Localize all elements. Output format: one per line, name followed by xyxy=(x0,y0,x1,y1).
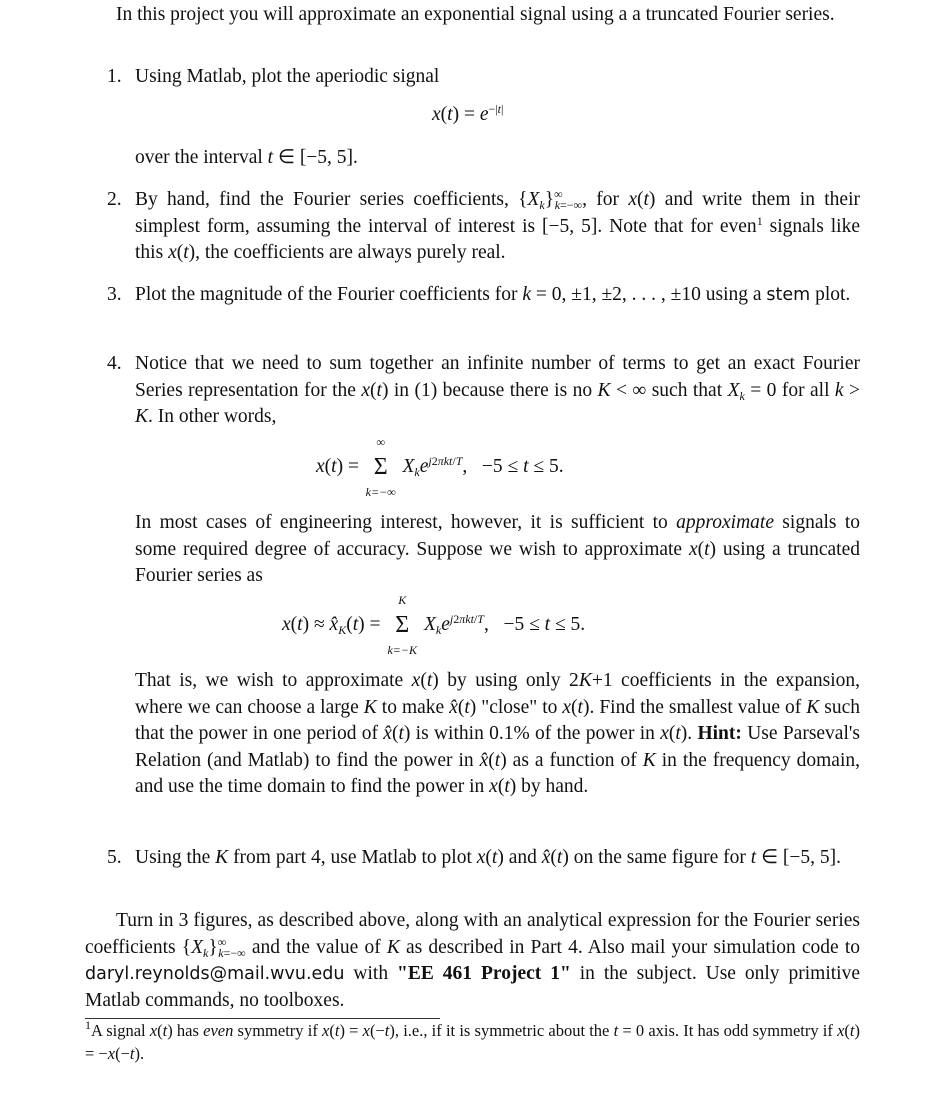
email-address[interactable]: daryl.reynolds@mail.wvu.edu xyxy=(85,964,345,985)
intro-text: In this project you will approximate an exponential signal using a a truncated Fourier series. xyxy=(116,4,835,25)
footnote-mark: 1 xyxy=(85,1018,91,1032)
item-number: 4. xyxy=(107,353,122,374)
equation-infinite-series: x(t) = ∞ Σ k=−∞ $X_ke^{j2\pi kt/T}$, −5 ≤ t ≤ 5. xyxy=(316,435,564,499)
footnote-rule xyxy=(85,1018,440,1019)
item-text: Using Matlab, plot the aperiodic signal xyxy=(135,66,440,87)
equation-signal: $x(t) = e^{-|t|}$ xyxy=(432,102,504,125)
closing-paragraph: Turn in 3 figures, as described above, along with an analytical expression for the Fourier series coefficients $\{X_k\}^\infty_{k=-\infty}$ and the value of K as described in Part 4. Also mail your simulation code to daryl.reynolds@mail.wvu.edu with "EE 461 Project 1" in the subject. Use only primitive Matlab commands, no toolboxes. xyxy=(85,910,860,1011)
emphasis-approximate: approximate xyxy=(676,512,774,533)
email-subject: "EE 461 Project 1" xyxy=(397,963,571,985)
equation-truncated-series: $x(t) \approx x̂_K(t)$ = K Σ k=−K $X_ke^{j2\pi kt/T}$, −5 ≤ t ≤ 5. xyxy=(282,593,586,657)
item-1-continuation: over the interval t ∈ [−5, 5]. xyxy=(135,147,358,168)
list-item-2: 2. By hand, find the Fourier series coefficients, $\{X_k\}^\infty_{k=-\infty}$, for x(t) and write them in their simplest form, assuming the interval of interest is [−5, 5]. Note that for even$^1$ signals like this x(t), the coefficients are always purely real. xyxy=(107,187,861,264)
item-4-paragraph-3: That is, we wish to approximate x(t) by using only 2K+1 coefficients in the expansion, where we can choose a large K to make x̂(t) "close" to x(t). Find the smallest value of K such that the power in one period of x̂(t) is within 0.1% of the power in x(t). Hint: Use Parseval's Relation (and Matlab) to find the power in x̂(t) as a function of K in the frequency domain, and use the time domain to find the power in x(t) by hand. xyxy=(135,670,861,798)
emphasis-even: even xyxy=(203,1021,234,1040)
item-4-paragraph-2: In most cases of engineering interest, however, it is sufficient to approximate signals to some required degree of accuracy. Suppose we wish to approximate x(t) using a truncated Fourier series as xyxy=(135,512,860,587)
hint-label: Hint: xyxy=(697,723,742,745)
list-item-1 xyxy=(107,64,860,91)
stem-code-word: stem xyxy=(766,285,811,305)
item-number: 3. xyxy=(107,284,122,305)
list-item-5: 5. Using the K from part 4, use Matlab to plot x(t) and x̂(t) on the same figure for t ∈ [−5, 5]. xyxy=(135,845,860,872)
item-number: 1. xyxy=(107,66,122,87)
item-number: 5. xyxy=(107,847,122,868)
item-number: 2. xyxy=(107,189,122,210)
footnote-ref: 1 xyxy=(756,213,763,228)
list-item-3: 3. Plot the magnitude of the Fourier coefficients for k = 0, ±1, ±2, . . . , ±10 using a stem plot. xyxy=(135,282,860,309)
list-item-4: 4. Notice that we need to sum together an infinite number of terms to get an exact Fourier Series representation for the x(t) in (1) because there is no K < ∞ such that $X_k = 0$ for all k > K. In other words, xyxy=(107,353,861,428)
intro-paragraph xyxy=(85,2,860,29)
footnote: $^1$A signal x(t) has even symmetry if x(t) = x(−t), i.e., if it is symmetric about the t = 0 axis. It has odd symmetry if x(t) = −x(−t). xyxy=(85,1018,861,1063)
